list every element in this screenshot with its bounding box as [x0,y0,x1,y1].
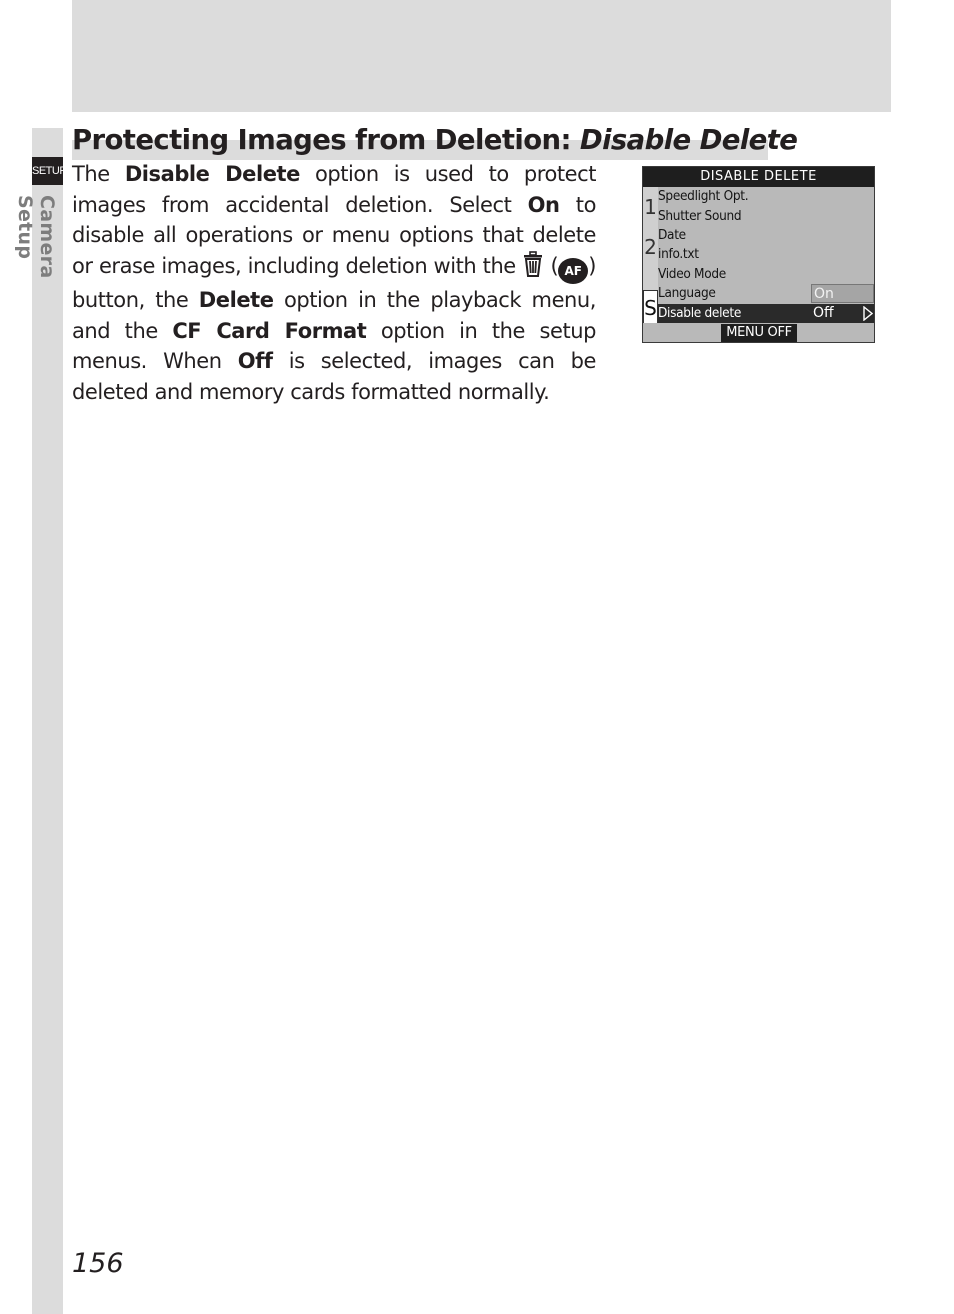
page-title [72,122,798,158]
body-text-8: is selected, images can be deleted and memory cards formatted normally. [72,349,596,404]
lcd-tab-1: 1 [644,195,657,219]
body-text-6: option in the playback menu, and the [72,288,596,343]
page-number: 156 [72,1248,124,1279]
body-bold-cf-card-format: CF Card Format [172,318,367,343]
trash-icon [522,251,544,286]
body-bold-delete: Delete [198,288,274,312]
body-bold-off: Off [237,349,273,373]
body-bold-on: On [527,192,560,217]
lcd-item-info-txt: info.txt [658,246,699,262]
lcd-item-language: Language [658,285,716,301]
body-text-1: The [72,162,125,186]
body-text-5: ) button, the [72,253,596,312]
body-text-2: option is used to protect images from accidental deletion. Select [72,162,596,217]
body-text-3: to disable all operations or menu options that delete or erase images, including deletion with the [72,192,596,278]
camera-menu-screenshot [642,166,875,343]
lcd-tab-2: 2 [644,235,657,259]
lcd-item-shutter-sound: Shutter Sound [658,208,742,224]
lcd-option-off: Off [811,304,874,323]
af-button-icon: AF [558,258,588,284]
lcd-menu-title: DISABLE DELETE [643,167,874,187]
right-arrow-icon [863,306,873,321]
body-text-4: ( [544,253,559,278]
section-label: Camera Setup [14,195,58,279]
body-bold-disable-delete: Disable Delete [124,162,300,186]
lcd-tab-setup: S [643,290,658,324]
lcd-item-video-mode: Video Mode [658,266,726,282]
header-band [72,0,891,112]
title-main: Protecting Images from Deletion: [72,124,580,156]
lcd-item-speedlight-opt: Speedlight Opt. [658,188,749,204]
setup-tab: SETUP [32,157,63,185]
lcd-item-disable-delete: Disable delete [658,304,874,323]
lcd-option-on: On [811,284,874,303]
body-paragraph [72,159,596,407]
title-emphasis: Disable Delete [579,124,798,156]
body-text-7: option in the setup menus. When [72,318,597,373]
lcd-item-date: Date [658,227,686,243]
lcd-menu-off-label: MENU OFF [721,324,797,342]
